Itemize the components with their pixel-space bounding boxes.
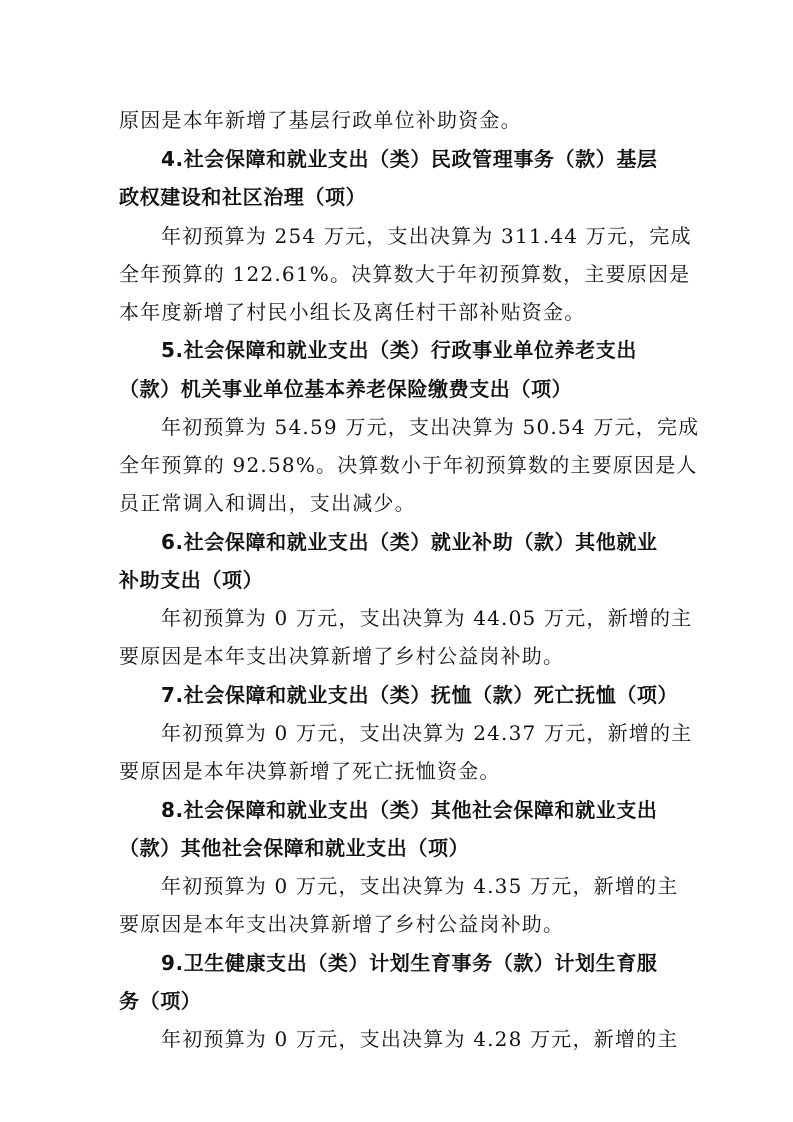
paragraph-line: 全年预算的 122.61%。决算数大于年初预算数，主要原因是 — [119, 262, 691, 286]
paragraph-line: 原因是本年新增了基层行政单位补助资金。 — [119, 108, 522, 132]
paragraph-line: 年初预算为 0 万元，支出决算为 4.28 万元，新增的主 — [161, 1027, 679, 1051]
section-heading-5-cont: （款）机关事业单位基本养老保险缴费支出（项） — [119, 377, 573, 401]
paragraph-line: 要原因是本年支出决算新增了乡村公益岗补助。 — [119, 912, 565, 936]
section-heading-6: 6.社会保障和就业支出（类）就业补助（款）其他就业 — [161, 530, 658, 554]
paragraph-line: 本年度新增了村民小组长及离任村干部补贴资金。 — [119, 300, 586, 324]
paragraph-line: 全年预算的 92.58%。决算数小于年初预算数的主要原因是人 — [119, 453, 698, 477]
section-heading-6-cont: 补助支出（项） — [119, 568, 264, 592]
section-heading-4: 4.社会保障和就业支出（类）民政管理事务（款）基层 — [161, 147, 658, 171]
paragraph-line: 年初预算为 54.59 万元，支出决算为 50.54 万元，完成 — [161, 415, 700, 439]
section-heading-8-cont: （款）其他社会保障和就业支出（项） — [119, 836, 470, 860]
paragraph-line: 要原因是本年支出决算新增了乡村公益岗补助。 — [119, 644, 565, 668]
paragraph-line: 员正常调入和调出，支出减少。 — [119, 491, 416, 515]
paragraph-line: 年初预算为 0 万元，支出决算为 4.35 万元，新增的主 — [161, 874, 679, 898]
paragraph-line: 年初预算为 0 万元，支出决算为 44.05 万元，新增的主 — [161, 606, 693, 630]
section-heading-8: 8.社会保障和就业支出（类）其他社会保障和就业支出 — [161, 798, 658, 822]
section-heading-9: 9.卫生健康支出（类）计划生育事务（款）计划生育服 — [161, 951, 658, 975]
paragraph-line: 要原因是本年决算新增了死亡抚恤资金。 — [119, 759, 501, 783]
section-heading-7: 7.社会保障和就业支出（类）抚恤（款）死亡抚恤（项） — [161, 683, 679, 707]
section-heading-4-cont: 政权建设和社区治理（项） — [119, 185, 367, 209]
section-heading-9-cont: 务（项） — [119, 989, 202, 1013]
section-heading-5: 5.社会保障和就业支出（类）行政事业单位养老支出 — [161, 338, 637, 362]
paragraph-line: 年初预算为 0 万元，支出决算为 24.37 万元，新增的主 — [161, 721, 693, 745]
paragraph-line: 年初预算为 254 万元，支出决算为 311.44 万元，完成 — [161, 224, 692, 248]
